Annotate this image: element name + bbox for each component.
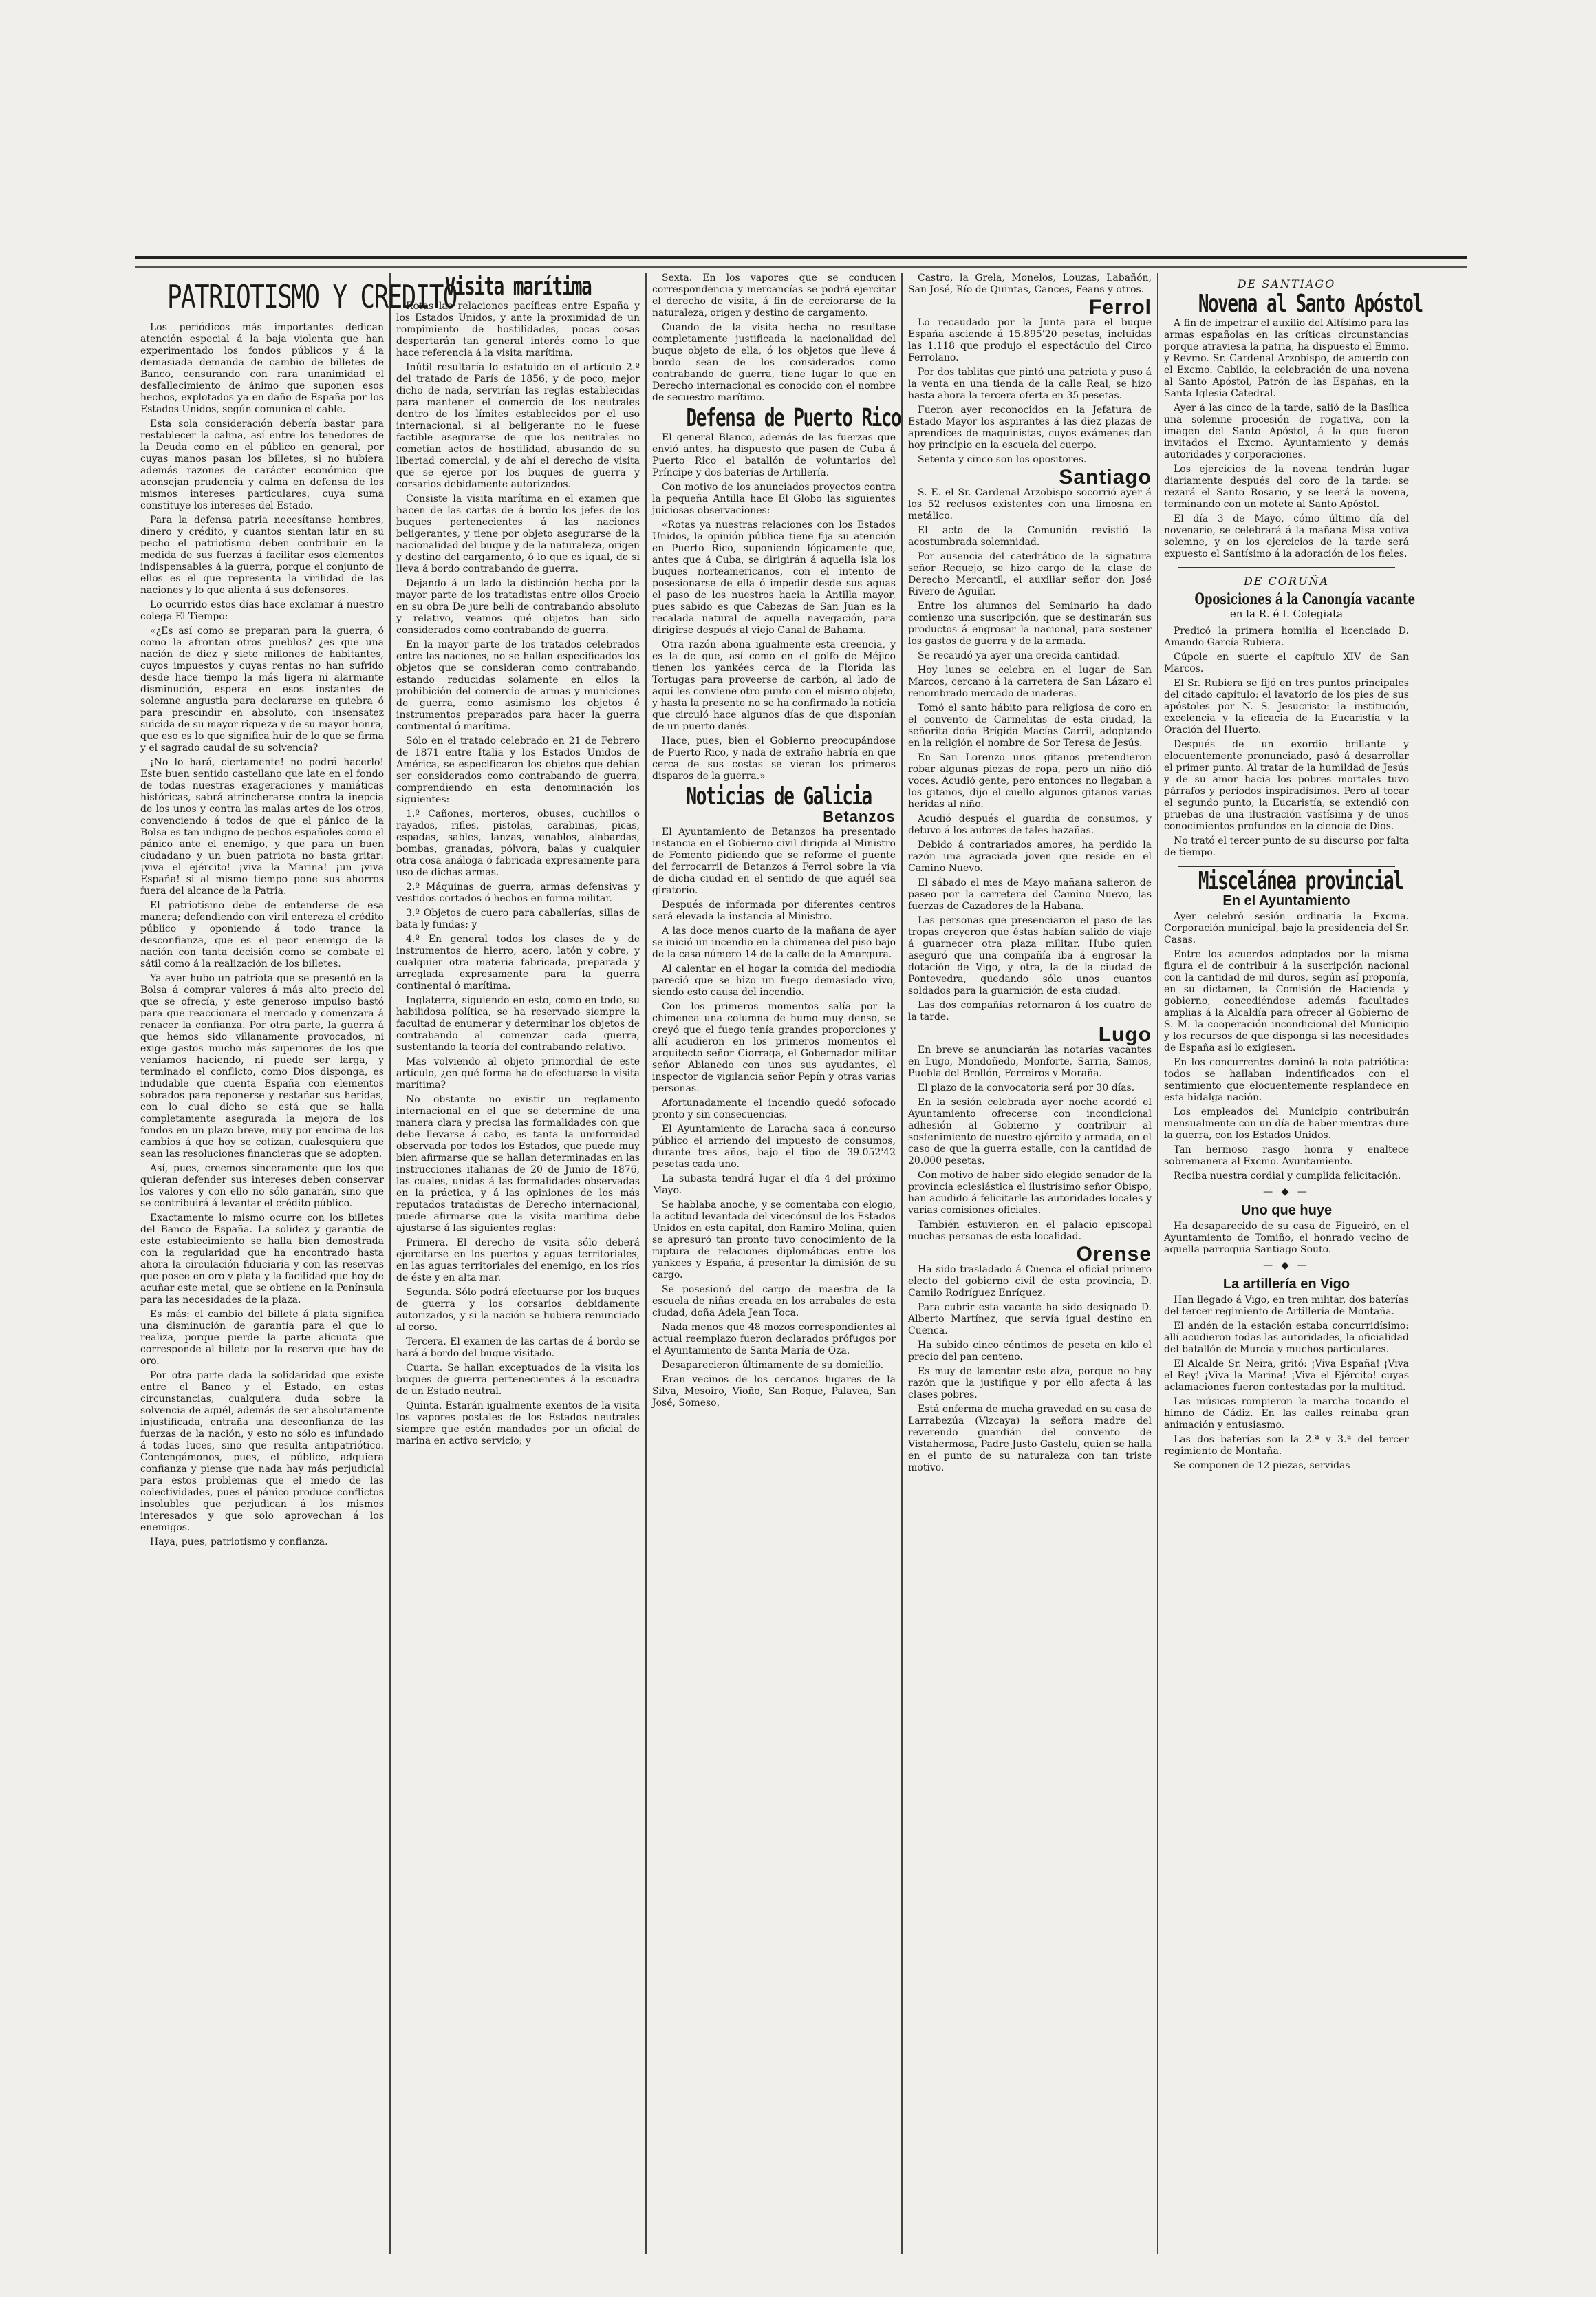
paragraph: Mas volviendo al objeto primordial de este artículo, ¿en qué forma ha de efectuarse la visita marítima? [396, 1056, 640, 1091]
paragraph: Ayer á las cinco de la tarde, salió de la Basílica una solemne procesión de rogativa, con la imagen del Santo Apóstol, á la que fueron invitados el Excmo. Ayuntamiento y demás autoridades y corporaciones. [1164, 403, 1409, 460]
paragraph: Hace, pues, bien el Gobierno preocupándose de Puerto Rico, y nada de extraño habría en que cerca de sus costas se vieran los primeros disparos de la guerra.» [652, 736, 896, 782]
paragraph: Con motivo de haber sido elegido senador de la provincia eclesiástica el ilustrísimo señor Obispo, han acudido á felicitarle las autoridades locales y varias comisiones oficiales. [908, 1170, 1152, 1216]
paragraph: Al calentar en el hogar la comida del mediodía pareció que se hizo un fuego demasiado vivo, siendo esto causa del incendio. [652, 963, 896, 998]
paragraph: Los periódicos más importantes dedican atención especial á la baja violenta que han experimentado los fondos públicos y á la demasiada demanda de cambio de billetes de Banco, censurando con rara unanimidad el desfallecimiento de ánimo que suponen esos hechos, explotados ya en daño de España por los Estados Unidos, según comunica el cable. [140, 322, 384, 415]
paragraph: A las doce menos cuarto de la mañana de ayer se inició un incendio en la chimenea del piso bajo de la casa número 14 de la calle de la Amargura. [652, 926, 896, 960]
paragraph: Por otra parte dada la solidaridad que existe entre el Banco y el Estado, en estas circunstancias, cualquiera duda sobre la solvencia de aquél, además de ser absolutamente injustificada, entraña una desconfianza de las fuerzas de la nación, y esto no sólo es infundado á todas luces, sino que resulta antipatriótico. Contengámonos, pues, el público, adquiera confianza y piense que nada hay más perjudicial para estos problemas que el miedo de las colectividades, pues el pánico produce conflictos insolubles que perjudican á los mismos interesados y que solo aprovechan á los enemigos. [140, 1370, 384, 1533]
subheading-artilleria: La artillería en Vigo [1222, 1276, 1350, 1292]
headline-patriotismo: PATRIOTISMO Y CREDITO [166, 278, 457, 315]
paragraph: ¡No lo hará, ciertamente! no podrá hacerlo! Este buen sentido castellano que late en el fondo de todas nuestras exageraciones y maniáticas históricas, sabrá atrincherarse contra la inepcia de los unos y contra las malas artes de los otros, convenciendo á todos de que el pánico de la Bolsa es tan indigno de pechos españoles como el pánico ante el enemigo, y que para un buen ciudadano y un buen patriota no basta gritar: ¡viva el ejército! ¡viva la Marina! ¡un ¡viva España! si al mismo tiempo pone sus ahorros fuera del alcance de la Patria. [140, 757, 384, 897]
paragraph: Está enferma de mucha gravedad en su casa de Larrabezúa (Vizcaya) la señora madre del reverendo guardián del convento de Vistahermosa, Padre Justo Gastelu, quien se halla en el punto de su naturaleza con tan triste motivo. [908, 1404, 1152, 1473]
paragraph: El patriotismo debe de entenderse de esa manera; defendiendo con viril entereza el crédito público y oponiendo á todo trance la desconfianza, que es el peor enemigo de la nación con tanta decisión como se combate el sátil como á la realización de los billetes. [140, 900, 384, 970]
columns [135, 273, 1467, 2254]
column-5 [1158, 273, 1423, 2254]
column1-body [140, 322, 384, 1548]
paragraph: Otra razón abona igualmente esta creencia, y es la de que, así como en el golfo de Méjico tienen los yankées cerca de la Florida las Tortugas para proveerse de carbón, al lado de aquí les conviene otro punto con el mismo objeto, y hasta la presente no se ha confirmado la noticia que circuló hace algunos días de que disponían de un puerto danés. [652, 639, 896, 732]
paragraph: Entre los acuerdos adoptados por la misma figura el de contribuir á la suscripción nacional con la cantidad de mil duros, según así proponía, en su dictamen, la Comisión de Hacienda y gobierno, concediéndose además facultades amplias á la Alcaldía para ofrecer al Gobierno de S. M. la cooperación incondicional del Municipio y los recursos de que disponga si las necesidades de España así lo exigiesen. [1164, 949, 1409, 1054]
paragraph: Sexta. En los vapores que se conducen correspondencia y mercancías se podrá ejercitar el derecho de visita, á fin de cerciorarse de la naturaleza, origen y destino de cargamento. [652, 273, 896, 319]
paragraph: Los ejercicios de la novena tendrán lugar diariamente después del coro de la tarde: se rezará el Santo Rosario, y se leerá la novena, terminando con un motete al Santo Apóstol. [1164, 464, 1409, 510]
subheading-colegiata: en la R. é I. Colegiata [1229, 608, 1344, 620]
paragraph: Cuarta. Se hallan exceptuados de la visita los buques de guerra pertenecientes á la escuadra de un Estado neutral. [396, 1363, 640, 1397]
paragraph: Las músicas rompieron la marcha tocando el himno de Cádiz. En las calles reinaba gran animación y entusiasmo. [1164, 1396, 1409, 1431]
section-santiago: Santiago [1059, 466, 1152, 489]
paragraph: Se hablaba anoche, y se comentaba con elogio, la actitud levantada del vicecónsul de los Estados Unidos en esta capital, don Ramiro Molina, quien se apresuró tan pronto tuvo conocimiento de la ruptura de relaciones diplomáticas entre los yankees y España, á presentar la dimisión de su cargo. [652, 1199, 896, 1281]
paragraph: Es más: el cambio del billete á plata significa una disminución de garantía para el que lo realiza, porque pierde la parte alícuota que corresponde al billete por la reserva que hay de oro. [140, 1309, 384, 1367]
paragraph: «¿Es así como se preparan para la guerra, ó como la afrontan otros pueblos? ¿es que una nación de diez y siete millones de habitantes, cuyos impuestos y cuyas rentas no han sufrido desde hace tiempo la más ligera ni alarmante disminución, espera en esos instantes de solemne angustia para declararse en quiebra ó para prescindir en absoluto, con insensatez suicida de su mayor riqueza y de su mayor honra, que eso es lo que significa huir de lo que se firma y el sagrado caudal de su solvencia? [140, 626, 384, 754]
paragraph: Ha desaparecido de su casa de Figueiró, en el Ayuntamiento de Tomiño, el honrado vecino de aquella parroquia Santiago Souto. [1164, 1221, 1409, 1255]
paragraph: En la mayor parte de los tratados celebrados entre las naciones, no se hallan especificados los objetos que se consideran como contrabando, estando reducidas solamente en ellos la prohibición del comercio de armas y municiones de guerra, como asimismo los objetos é instrumentos preparados para hacer la guerra continental ó marítima. [396, 639, 640, 732]
paragraph: Así, pues, creemos sinceramente que los que quieran defender sus intereses deben conservar los valores y con ello no sólo ganarán, sino que se contribuirá á levantar el crédito público. [140, 1163, 384, 1209]
paragraph: Es muy de lamentar este alza, porque no hay razón que la justifique y por ello afecta á las clases pobres. [908, 1366, 1152, 1400]
paragraph: Las dos baterías son la 2.ª y 3.ª del tercer regimiento de Montaña. [1164, 1434, 1409, 1457]
headline-defensa-puerto-rico: Defensa de Puerto Rico [686, 404, 901, 432]
paragraph: El plazo de la convocatoria será por 30 días. [918, 1082, 1135, 1093]
paragraph: Primera. El derecho de visita sólo deberá ejercitarse en los puertos y aguas territoriales, en las aguas territoriales del enemigo, en los ríos de éste y en alta mar. [396, 1237, 640, 1283]
paragraph: «Rotas ya nuestras relaciones con los Estados Unidos, la opinión pública tiene fija su atención en Puerto Rico, suponiendo lógicamente que, antes que á Cuba, se dirigirán á aquella isla los buques norteamericanos, con el intento de posesionarse de ella ó impedir desde sus aguas el paso de los nuestros hacia la Antilla mayor, pues sabido es que Cabezas de San Juan es la recalada natural de aquella navegación, para dirigirse después al viejo Canal de Bahama. [652, 520, 896, 636]
paragraph: 1.º Cañones, morteros, obuses, cuchillos o rayados, rifles, pistolas, carabinas, picas, espadas, sables, lanzas, venablos, alabardas, bombas, granadas, pólvora, balas y cualquier otra cosa análoga ó fabricada expresamente para uso de dichas armas. [396, 809, 640, 878]
paragraph: El Alcalde Sr. Neira, gritó: ¡Viva España! ¡Viva el Rey! ¡Viva la Marina! ¡Viva el Ejército! cuyas aclamaciones fueron contestadas por la multitud. [1164, 1358, 1409, 1393]
paragraph: Tomó el santo hábito para religiosa de coro en el convento de Carmelitas de esta ciudad, la señorita doña Brígida Macías Carril, adoptando en la religión el nombre de Sor Teresa de Jesús. [908, 703, 1152, 749]
paragraph: Consiste la visita marítima en el examen que hacen de las cartas de á bordo los jefes de los buques pertenecientes á las naciones beligerantes, y tiene por objeto asegurarse de la nacionalidad del buque y de la naturaleza, origen y destino del cargamento, ó lo que es igual, de si lleva á bordo contrabando de guerra. [396, 493, 640, 575]
divider-ornament: — ◆ — [1263, 1186, 1310, 1197]
paragraph: S. E. el Sr. Cardenal Arzobispo socorrió ayer á los 52 reclusos existentes con una limosna en metálico. [908, 487, 1152, 522]
paragraph: El Ayuntamiento de Betanzos ha presentado instancia en el Gobierno civil dirigida al Ministro de Fomento pidiendo que se reforme el puente del ferrocarril de Betanzos á Ferrol sobre la vía de dicha ciudad en el sentido de que aquél sea giratorio. [652, 826, 896, 896]
paragraph: No trató el tercer punto de su discurso por falta de tiempo. [1164, 835, 1409, 858]
paragraph: Haya, pues, patriotismo y confianza. [150, 1537, 328, 1548]
headline-oposiciones: Oposiciones á la Canongía vacante [1194, 590, 1416, 608]
paragraph: Tan hermoso rasgo honra y enaltece sobremanera al Excmo. Ayuntamiento. [1164, 1144, 1409, 1167]
paragraph: A fin de impetrar el auxilio del Altísimo para las armas españolas en las críticas circunstancias porque atraviesa la patria, ha dispuesto el Emmo. y Revmo. Sr. Cardenal Arzobispo, de acuerdo con el Excmo. Cabildo, la celebración de una novena al Santo Apóstol, Patrón de las Españas, en la Santa Iglesia Catedral. [1164, 318, 1409, 399]
paragraph: Debido á contrariados amores, ha perdido la razón una agraciada joven que reside en el Camino Nuevo. [908, 840, 1152, 874]
column-1 [135, 273, 457, 2254]
paragraph: Tercera. El examen de las cartas de á bordo se hará á bordo del buque visitado. [396, 1336, 640, 1359]
headline-miscelanea: Miscelánea provincial [1198, 867, 1403, 895]
paragraph: Ya ayer hubo un patriota que se presentó en la Bolsa á comprar valores á más alto precio del que se ofrecía, y este generoso impulso bastó para que reaccionara el mercado y comenzara á renacer la confianza. Por otra parte, la guerra á que hemos sido villanamente provocados, ni exige gastos mucho más superiores de los que veníamos haciendo, ni puede ser larga, y terminado el conflicto, como Dios disponga, es indudable que cuenta España con elementos sobrados para reponerse y restañar sus heridas, con lo cual dicho se está que se halla completamente asegurada la mejora de los fondos en un plazo breve, muy por encima de los cambios á que hoy se cotizan, cualesquiera que sean las resoluciones financieras que se adopten. [140, 973, 384, 1160]
paragraph: El acto de la Comunión revistió la acostumbrada solemnidad. [908, 525, 1152, 548]
paragraph: Acudió después el guardia de consumos, y detuvo á los autores de tales hazañas. [908, 813, 1152, 836]
paragraph: Inútil resultaría lo estatuido en el artículo 2.º del tratado de París de 1856, y de poco, mejor dicho de nada, servirían las reglas establecidas para mantener el comercio de los neutrales dentro de los límites establecidos por el uso internacional, si al beligerante no le fuese factible asegurarse de que los neutrales no cometían actos de hostilidad, abusando de su libertad comercial, y de ahí el derecho de visita que se ejerce por los buques de guerra y corsarios debidamente autorizados. [396, 362, 640, 490]
paragraph: Fueron ayer reconocidos en la Jefatura de Estado Mayor los aspirantes á las diez plazas de aprendices de maquinistas, cuyos exámenes dan hoy principio en la escuela del cuerpo. [908, 405, 1152, 451]
paragraph: Por ausencia del catedrático de la signatura señor Requejo, se hizo cargo de la clase de Derecho Mercantil, el auxiliar señor don José Rivero de Aguilar. [908, 551, 1152, 597]
kicker-de-santiago: DE SANTIAGO [1237, 277, 1336, 290]
paragraph: También estuvieron en el palacio episcopal muchas personas de esta localidad. [908, 1219, 1152, 1242]
paragraph: Se posesionó del cargo de maestra de la escuela de niñas creada en los arrabales de esta ciudad, doña Adela Jean Toca. [652, 1284, 896, 1318]
paragraph: Después de informada por diferentes centros será elevada la instancia al Ministro. [652, 899, 896, 922]
paragraph: Con los primeros momentos salía por la chimenea una columna de humo muy denso, se creyó que el fuego tenía grandes proporciones y allí acudieron en los primeros momentos el arquitecto señor Ciorraga, el Gobernador militar señor Ablanedo con unos sus ayudantes, el inspector de vigilancia señor Pepín y otras varias personas. [652, 1001, 896, 1094]
paragraph: Cuando de la visita hecha no resultase completamente justificada la nacionalidad del buque objeto de ella, ó los objetos que lleve á bordo sean de los considerados como contrabando de guerra, tiene lugar lo que en Derecho internacional es conocido con el nombre de secuestro marítimo. [652, 322, 896, 403]
paragraph: Predicó la primera homilía el licenciado D. Amando García Rubiera. [1164, 626, 1409, 648]
paragraph: Se componen de 12 piezas, servidas [1174, 1460, 1350, 1471]
paragraph: Después de un exordio brillante y elocuentemente pronunciado, pasó á desarrollar el primer punto. Al tratar de la humildad de Jesús y de su amor hacia los pobres mortales tuvo párrafos y períodos inspiradísimos. Pero al tocar el segundo punto, la Eucaristía, se extendió con pruebas de una ilustración vastísima y de unos conocimientos profundos en la ciencia de Dios. [1164, 739, 1409, 832]
paragraph: Han llegado á Vigo, en tren militar, dos baterías del tercer regimiento de Artillería de Montaña. [1164, 1294, 1409, 1317]
paragraph: 2.º Máquinas de guerra, armas defensivas y vestidos cortados ó hechos en forma militar. [396, 882, 640, 904]
paragraph: Nada menos que 48 mozos correspondientes al actual reemplazo fueron declarados prófugos por el Ayuntamiento de Santa María de Oza. [652, 1322, 896, 1356]
paragraph: Los empleados del Municipio contribuirán mensualmente con un día de haber mientras dure la guerra, con los Estados Unidos. [1164, 1107, 1409, 1141]
paragraph: 3.º Objetos de cuero para caballerías, sillas de bata ly fundas; y [396, 908, 640, 930]
paragraph: En la sesión celebrada ayer noche acordó el Ayuntamiento ofrecerse con incondicional adhesión al Gobierno y contribuir al sostenimiento de nuestro ejército y armada, en el caso de que la guerra estalle, con la cantidad de 20.000 pesetas. [908, 1097, 1152, 1166]
paragraph: Por dos tablitas que pintó una patriota y puso á la venta en una tienda de la calle Real, se hizo hasta ahora la tercera oferta en 35 pesetas. [908, 367, 1152, 401]
paragraph: La subasta tendrá lugar el día 4 del próximo Mayo. [652, 1173, 896, 1196]
paragraph: Inglaterra, siguiendo en esto, como en todo, su habilidosa política, se ha reservado siempre la facultad de enumerar y determinar los objetos de contrabando al comenzar cada guerra, sustentando la teoría del contrabando relativo. [396, 995, 640, 1053]
headline-visita-maritima: Visita marítima [444, 273, 592, 301]
paragraph: Lo recaudado por la Junta para el buque España asciende á 15.895'20 pesetas, incluidas las 1.118 que produjo el espectáculo del Circo Ferrolano. [908, 317, 1152, 363]
newspaper-page [135, 256, 1467, 2258]
paragraph: Ayer celebró sesión ordinaria la Excma. Corporación municipal, bajo la presidencia del Sr. Casas. [1164, 911, 1409, 945]
paragraph: El día 3 de Mayo, cómo último día del novenario, se celebrará á la mañana Misa votiva solemne, y en los ejercicios de la tarde será expuesto el Santísimo á la adoración de los fieles. [1164, 513, 1409, 559]
paragraph: El sábado el mes de Mayo mañana salieron de paseo por la carretera del Camino Nuevo, las fuerzas de Cazadores de la Habana. [908, 877, 1152, 912]
section-betanzos: Betanzos [823, 808, 896, 825]
paragraph: Ha sido trasladado á Cuenca el oficial primero electo del gobierno civil de esta provincia, D. Camilo Rodríguez Enríquez. [908, 1264, 1152, 1299]
section-lugo: Lugo [1098, 1023, 1152, 1046]
paragraph: Exactamente lo mismo ocurre con los billetes del Banco de España. La solidez y garantía de este establecimiento se halla bien demostrada con la regularidad que ha encontrado hasta ahora la circulación fiduciaria y con las reservas que posee en oro y plata y la facilidad que hoy de acuñar este metal, que se obtiene en la Península para las necesidades de la plaza. [140, 1212, 384, 1305]
paragraph: Para cubrir esta vacante ha sido designado D. Alberto Martínez, que servía igual destino en Cuenca. [908, 1302, 1152, 1336]
paragraph: No obstante no existir un reglamento internacional en el que se determine de una manera clara y precisa las formalidades con que debe llevarse á cabo, es tanta la uniformidad observada por todos los Estados, que puede muy bien afirmarse que se hallan determinadas en las instrucciones italianas de 20 de Junio de 1876, las cuales, unidas á las formalidades observadas en la práctica, y á las opiniones de los más reputados tratadistas de Derecho internacional, puede afirmarse que la visita marítima debe ajustarse á las siguientes reglas: [396, 1094, 640, 1234]
column-3 [647, 273, 903, 2254]
paragraph: Quinta. Estarán igualmente exentos de la visita los vapores postales de los Estados neutrales siempre que estén mandados por un oficial de marina en activo servicio; y [396, 1400, 640, 1446]
paragraph: Dejando á un lado la distinción hecha por la mayor parte de los tratadistas entre ollos Grocio en su obra De jure belli de contrabando absoluto y relativo, veamos qué objetos han sido considerados como contrabando de guerra. [396, 578, 640, 636]
paragraph: El general Blanco, además de las fuerzas que envió antes, ha dispuesto que pasen de Cuba á Puerto Rico el batallón de voluntarios del Príncipe y dos baterías de Artillería. [652, 432, 896, 478]
paragraph: Esta sola consideración debería bastar para restablecer la calma, así entre los tenedores de la Deuda como en el público en general, por cuyas manos pasan los billetes, si no hubiera además razones de carácter económico que aconsejan prudencia y calma en defensa de los mismos intereses particulares, cuya suma constituye los intereses del Estado. [140, 418, 384, 511]
paragraph: Hoy lunes se celebra en el lugar de San Marcos, cercano á la carretera de San Lázaro el renombrado mercado de maderas. [908, 665, 1152, 699]
paragraph: Sólo en el tratado celebrado en 21 de Febrero de 1871 entre Italia y los Estados Unidos de América, se especificaron los objetos que debían ser considerados como contrabando de guerra, comprendiendo en esta denominación los siguientes: [396, 736, 640, 805]
paragraph: Se recaudó ya ayer una crecida cantidad. [918, 650, 1121, 661]
column-2 [391, 273, 647, 2254]
paragraph: Eran vecinos de los cercanos lugares de la Silva, Mesoiro, Vioño, San Roque, Palavea, San José, Someso, [652, 1374, 896, 1409]
paragraph: Castro, la Grela, Monelos, Louzas, Labañón, San José, Río de Quintas, Cances, Feans y otros. [908, 273, 1152, 295]
subheading-uno-que-huye: Uno que huye [1240, 1203, 1333, 1218]
paragraph: Las personas que presenciaron el paso de las tropas creyeron que éstas habían salido de viaje á guarnecer otra plaza militar. Hubo quien aseguró que una compañía iba á engrosar la dotación de Vigo, y otra, la de la ciudad de Pontevedra, quedando sólo unos cuantos soldados para la guarnición de esta ciudad. [908, 915, 1152, 996]
paragraph: En San Lorenzo unos gitanos pretendieron robar algunas piezas de ropa, pero un niño dió voces. Acudió gente, pero entonces no llegaban a los gitanos, dijo el cuello algunos gitanos varias heridas al niño. [908, 752, 1152, 810]
paragraph: Las dos compañías retornaron á los cuatro de la tarde. [908, 1000, 1152, 1023]
paragraph: Para la defensa patria necesítanse hombres, dinero y crédito, y cuantos sientan latir en su pecho el patriotismo deben contribuir en la medida de sus fuerzas á facilitar esos elementos indispensables á la guerra, porque el conjunto de ellos es el que representa la virilidad de las naciones y lo que alienta á sus defensores. [140, 515, 384, 596]
paragraph: El Ayuntamiento de Laracha saca á concurso público el arriendo del impuesto de consumos, durante tres años, bajo el tipo de 39.052'42 pesetas cada uno. [652, 1124, 896, 1170]
paragraph: En los concurrentes dominó la nota patriótica: todos se hallaban indentificados con el sentimiento que elocuentemente resplandece en esta hidalga nación. [1164, 1057, 1409, 1103]
paragraph: Con motivo de los anunciados proyectos contra la pequeña Antilla hace El Globo las siguientes juiciosas observaciones: [652, 482, 896, 516]
paragraph: Cúpole en suerte el capítulo XIV de San Marcos. [1164, 652, 1409, 674]
paragraph: Lo ocurrido estos días hace exclamar á nuestro colega El Tiempo: [140, 599, 384, 622]
section-ferrol: Ferrol [1088, 296, 1152, 319]
headline-novena: Novena al Santo Apóstol [1198, 290, 1423, 318]
paragraph: El Sr. Rubiera se fijó en tres puntos principales del citado capítulo: el lavatorio de los pies de sus apóstoles por N. S. Jesucristo: la institución, excelencia y la eficacia de la Eucaristía y la Oración del Huerto. [1164, 678, 1409, 736]
paragraph: Afortunadamente el incendio quedó sofocado pronto y sin consecuencias. [652, 1098, 896, 1120]
paragraph: El andén de la estación estaba concurridísimo: allí acudieron todas las autoridades, la oficialidad del batallón de Murcia y muchos particulares. [1164, 1321, 1409, 1355]
headline-noticias-galicia: Noticias de Galicia [686, 782, 872, 811]
kicker-de-coruna: DE CORUÑA [1243, 575, 1330, 588]
top-rule [135, 256, 1467, 268]
section-orense: Orense [1076, 1243, 1152, 1265]
paragraph: Entre los alumnos del Seminario ha dado comienzo una suscripción, que se destinarán sus productos á engrosar la nacional, para sostener los gastos de guerra y de la armada. [908, 601, 1152, 647]
paragraph: Setenta y cinco son los opositores. [918, 454, 1087, 465]
paragraph: Desaparecieron últimamente de su domicilio. [662, 1360, 884, 1371]
paragraph: En breve se anunciarán las notarías vacantes en Lugo, Mondoñedo, Monforte, Sarria, Samos, Puebla del Brollón, Ferreiros y Moraña. [908, 1045, 1152, 1079]
paragraph: Reciba nuestra cordial y cumplida felicitación. [1174, 1171, 1401, 1182]
column-4 [903, 273, 1158, 2254]
paragraph: Rotas las relaciones pacíficas entre España y los Estados Unidos, y ante la proximidad de un rompimiento de hostilidades, pocas cosas despertarán tan general interés como lo que hace referencia á la visita marítima. [396, 301, 640, 359]
subheading-ayuntamiento: En el Ayuntamiento [1222, 893, 1350, 908]
divider-ornament: — ◆ — [1263, 1260, 1310, 1271]
paragraph: 4.º En general todos los clases de y de instrumentos de hierro, acero, latón y cobre, y cualquier otra materia fabricada, preparada y arreglada expresamente para la guerra continental ó marítima. [396, 934, 640, 992]
paragraph: Segunda. Sólo podrá efectuarse por los buques de guerra y los corsarios debidamente autorizados, y si la nación se hubiera renunciado al corso. [396, 1287, 640, 1333]
paragraph: Ha subido cinco céntimos de peseta en kilo el precio del pan centeno. [908, 1340, 1152, 1363]
divider [1178, 567, 1395, 568]
